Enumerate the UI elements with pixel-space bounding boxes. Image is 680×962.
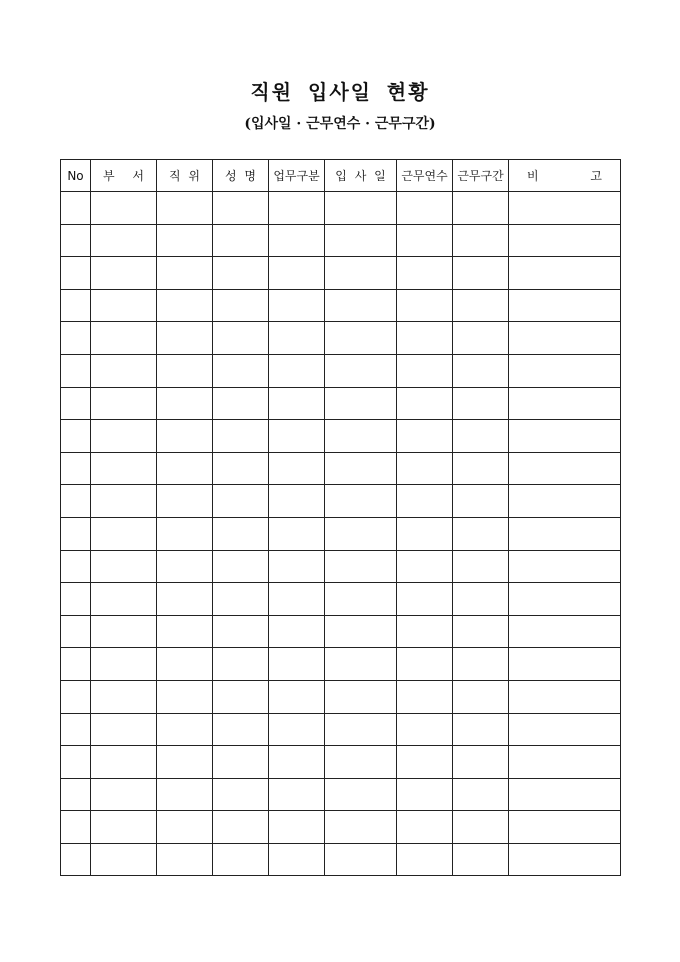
table-cell[interactable] xyxy=(397,420,453,453)
table-cell[interactable] xyxy=(325,192,397,225)
table-cell[interactable] xyxy=(509,289,621,322)
header-name: 성 명 xyxy=(213,160,269,192)
table-cell[interactable] xyxy=(269,420,325,453)
table-cell[interactable] xyxy=(269,615,325,648)
table-cell[interactable] xyxy=(509,583,621,616)
table-cell[interactable] xyxy=(453,485,509,518)
table-cell[interactable] xyxy=(91,680,157,713)
table-cell[interactable] xyxy=(213,485,269,518)
table-cell[interactable] xyxy=(509,811,621,844)
table-cell[interactable] xyxy=(397,517,453,550)
table-cell[interactable] xyxy=(61,648,91,681)
table-cell[interactable] xyxy=(509,680,621,713)
table-cell[interactable] xyxy=(91,713,157,746)
table-cell[interactable] xyxy=(213,387,269,420)
table-row xyxy=(61,680,621,713)
table-cell[interactable] xyxy=(509,192,621,225)
table-cell[interactable] xyxy=(213,517,269,550)
table-cell[interactable] xyxy=(213,615,269,648)
table-cell[interactable] xyxy=(453,322,509,355)
table-cell[interactable] xyxy=(157,680,213,713)
table-row xyxy=(61,257,621,290)
header-work-type: 업무구분 xyxy=(269,160,325,192)
table-cell[interactable] xyxy=(269,680,325,713)
table-row xyxy=(61,322,621,355)
table-row xyxy=(61,746,621,779)
table-cell[interactable] xyxy=(453,648,509,681)
table-cell[interactable] xyxy=(509,387,621,420)
table-cell[interactable] xyxy=(91,485,157,518)
table-cell[interactable] xyxy=(91,550,157,583)
table-cell[interactable] xyxy=(213,192,269,225)
table-cell[interactable] xyxy=(61,192,91,225)
table-cell[interactable] xyxy=(91,517,157,550)
table-cell[interactable] xyxy=(397,615,453,648)
table-row xyxy=(61,550,621,583)
table-cell[interactable] xyxy=(157,583,213,616)
table-row xyxy=(61,811,621,844)
table-cell[interactable] xyxy=(61,713,91,746)
table-cell[interactable] xyxy=(213,354,269,387)
table-cell[interactable] xyxy=(509,648,621,681)
table-cell[interactable] xyxy=(509,778,621,811)
table-cell[interactable] xyxy=(397,583,453,616)
table-cell[interactable] xyxy=(453,257,509,290)
table-cell[interactable] xyxy=(61,811,91,844)
table-cell[interactable] xyxy=(269,583,325,616)
table-cell[interactable] xyxy=(325,289,397,322)
table-cell[interactable] xyxy=(157,648,213,681)
table-cell[interactable] xyxy=(453,354,509,387)
table-cell[interactable] xyxy=(213,648,269,681)
table-cell[interactable] xyxy=(91,354,157,387)
header-join-date: 입 사 일 xyxy=(325,160,397,192)
table-row xyxy=(61,420,621,453)
table-cell[interactable] xyxy=(213,843,269,876)
table-cell[interactable] xyxy=(453,420,509,453)
table-row xyxy=(61,843,621,876)
table-cell[interactable] xyxy=(91,778,157,811)
table-cell[interactable] xyxy=(397,648,453,681)
table-cell[interactable] xyxy=(325,648,397,681)
table-cell[interactable] xyxy=(269,289,325,322)
table-cell[interactable] xyxy=(91,387,157,420)
table-cell[interactable] xyxy=(269,485,325,518)
table-cell[interactable] xyxy=(453,289,509,322)
table-cell[interactable] xyxy=(269,648,325,681)
table-cell[interactable] xyxy=(213,550,269,583)
table-cell[interactable] xyxy=(453,224,509,257)
table-cell[interactable] xyxy=(61,257,91,290)
table-cell[interactable] xyxy=(213,257,269,290)
table-cell[interactable] xyxy=(453,550,509,583)
table-cell[interactable] xyxy=(61,680,91,713)
table-cell[interactable] xyxy=(61,746,91,779)
table-cell[interactable] xyxy=(157,192,213,225)
table-cell[interactable] xyxy=(157,811,213,844)
table-cell[interactable] xyxy=(61,387,91,420)
table-cell[interactable] xyxy=(509,354,621,387)
table-cell[interactable] xyxy=(453,778,509,811)
table-cell[interactable] xyxy=(397,257,453,290)
table-cell[interactable] xyxy=(325,322,397,355)
table-body xyxy=(61,192,621,876)
table-cell[interactable] xyxy=(453,746,509,779)
table-cell[interactable] xyxy=(397,713,453,746)
table-cell[interactable] xyxy=(397,811,453,844)
table-cell[interactable] xyxy=(157,257,213,290)
table-cell[interactable] xyxy=(91,257,157,290)
table-cell[interactable] xyxy=(397,224,453,257)
table-cell[interactable] xyxy=(453,387,509,420)
table-cell[interactable] xyxy=(325,550,397,583)
table-cell[interactable] xyxy=(269,322,325,355)
table-cell[interactable] xyxy=(453,192,509,225)
table-cell[interactable] xyxy=(213,680,269,713)
table-cell[interactable] xyxy=(325,778,397,811)
table-cell[interactable] xyxy=(453,583,509,616)
table-cell[interactable] xyxy=(213,778,269,811)
table-cell[interactable] xyxy=(269,843,325,876)
table-cell[interactable] xyxy=(61,517,91,550)
table-cell[interactable] xyxy=(509,257,621,290)
table-cell[interactable] xyxy=(453,843,509,876)
table-cell[interactable] xyxy=(157,322,213,355)
table-row xyxy=(61,387,621,420)
table-cell[interactable] xyxy=(61,778,91,811)
table-cell[interactable] xyxy=(325,452,397,485)
table-cell[interactable] xyxy=(157,746,213,779)
table-cell[interactable] xyxy=(61,224,91,257)
table-cell[interactable] xyxy=(213,713,269,746)
table-cell[interactable] xyxy=(61,485,91,518)
table-cell[interactable] xyxy=(61,354,91,387)
table-cell[interactable] xyxy=(453,713,509,746)
table-cell[interactable] xyxy=(325,583,397,616)
table-cell[interactable] xyxy=(269,354,325,387)
header-position: 직 위 xyxy=(157,160,213,192)
table-cell[interactable] xyxy=(269,387,325,420)
header-years: 근무연수 xyxy=(397,160,453,192)
table-cell[interactable] xyxy=(509,713,621,746)
table-cell[interactable] xyxy=(509,615,621,648)
header-row xyxy=(61,160,621,192)
table-cell[interactable] xyxy=(269,192,325,225)
table-cell[interactable] xyxy=(453,811,509,844)
table-cell[interactable] xyxy=(509,420,621,453)
table-cell[interactable] xyxy=(509,224,621,257)
table-cell[interactable] xyxy=(325,746,397,779)
table-cell[interactable] xyxy=(397,550,453,583)
table-row xyxy=(61,224,621,257)
table-cell[interactable] xyxy=(397,192,453,225)
table-cell[interactable] xyxy=(397,289,453,322)
table-cell[interactable] xyxy=(269,746,325,779)
table-cell[interactable] xyxy=(269,224,325,257)
table-cell[interactable] xyxy=(91,583,157,616)
table-cell[interactable] xyxy=(325,420,397,453)
table-cell[interactable] xyxy=(213,583,269,616)
table-row xyxy=(61,615,621,648)
table-cell[interactable] xyxy=(397,322,453,355)
table-cell[interactable] xyxy=(453,452,509,485)
document-subtitle: (입사일 · 근무연수 · 근무구간) xyxy=(244,116,436,132)
table-row xyxy=(61,648,621,681)
table-cell[interactable] xyxy=(269,517,325,550)
table-cell[interactable] xyxy=(91,452,157,485)
table-cell[interactable] xyxy=(91,746,157,779)
table-cell[interactable] xyxy=(397,452,453,485)
table-cell[interactable] xyxy=(453,680,509,713)
table-cell[interactable] xyxy=(157,778,213,811)
table-cell[interactable] xyxy=(91,224,157,257)
table-cell[interactable] xyxy=(157,354,213,387)
table-cell[interactable] xyxy=(269,257,325,290)
table-cell[interactable] xyxy=(213,746,269,779)
document-title: 직원 입사일 현황 xyxy=(250,80,430,104)
table-row xyxy=(61,192,621,225)
table-cell[interactable] xyxy=(61,843,91,876)
table-row xyxy=(61,485,621,518)
table-cell[interactable] xyxy=(509,843,621,876)
table-cell[interactable] xyxy=(397,680,453,713)
table-row xyxy=(61,517,621,550)
table-cell[interactable] xyxy=(91,192,157,225)
table-row xyxy=(61,713,621,746)
table-cell[interactable] xyxy=(269,713,325,746)
table-cell[interactable] xyxy=(61,420,91,453)
table-cell[interactable] xyxy=(269,778,325,811)
table-cell[interactable] xyxy=(397,485,453,518)
table-cell[interactable] xyxy=(91,322,157,355)
table-row xyxy=(61,354,621,387)
table-cell[interactable] xyxy=(157,387,213,420)
table-cell[interactable] xyxy=(325,257,397,290)
table-cell[interactable] xyxy=(509,322,621,355)
table-cell[interactable] xyxy=(157,550,213,583)
table-cell[interactable] xyxy=(157,713,213,746)
table-row xyxy=(61,583,621,616)
table-cell[interactable] xyxy=(325,224,397,257)
table-cell[interactable] xyxy=(157,420,213,453)
table-cell[interactable] xyxy=(509,550,621,583)
table-cell[interactable] xyxy=(91,289,157,322)
table-cell[interactable] xyxy=(61,322,91,355)
table-row xyxy=(61,452,621,485)
header-department: 부 서 xyxy=(91,160,157,192)
table-cell[interactable] xyxy=(453,615,509,648)
table-cell[interactable] xyxy=(397,778,453,811)
table-cell[interactable] xyxy=(213,452,269,485)
table-cell[interactable] xyxy=(61,289,91,322)
table-cell[interactable] xyxy=(61,615,91,648)
table-cell[interactable] xyxy=(61,583,91,616)
header-remarks: 비 고 xyxy=(509,160,621,192)
employee-roster-table xyxy=(60,159,621,876)
table-cell[interactable] xyxy=(397,746,453,779)
table-row xyxy=(61,778,621,811)
table-cell[interactable] xyxy=(91,420,157,453)
table-cell[interactable] xyxy=(397,843,453,876)
table-cell[interactable] xyxy=(325,387,397,420)
table-cell[interactable] xyxy=(509,452,621,485)
table-cell[interactable] xyxy=(61,452,91,485)
table-cell[interactable] xyxy=(509,746,621,779)
table-cell[interactable] xyxy=(509,517,621,550)
table-cell[interactable] xyxy=(453,517,509,550)
table-cell[interactable] xyxy=(325,485,397,518)
table-cell[interactable] xyxy=(91,843,157,876)
table-cell[interactable] xyxy=(91,811,157,844)
table-cell[interactable] xyxy=(397,387,453,420)
table-row xyxy=(61,289,621,322)
table-cell[interactable] xyxy=(91,615,157,648)
table-cell[interactable] xyxy=(213,322,269,355)
table-cell[interactable] xyxy=(269,452,325,485)
table-cell[interactable] xyxy=(325,517,397,550)
table-cell[interactable] xyxy=(157,224,213,257)
table-cell[interactable] xyxy=(213,224,269,257)
table-cell[interactable] xyxy=(325,811,397,844)
table-cell[interactable] xyxy=(269,550,325,583)
table-cell[interactable] xyxy=(91,648,157,681)
table-cell[interactable] xyxy=(213,289,269,322)
table-cell[interactable] xyxy=(325,354,397,387)
table-cell[interactable] xyxy=(325,680,397,713)
table-cell[interactable] xyxy=(325,713,397,746)
table-cell[interactable] xyxy=(157,517,213,550)
table-cell[interactable] xyxy=(157,289,213,322)
table-cell[interactable] xyxy=(157,452,213,485)
table-cell[interactable] xyxy=(213,420,269,453)
table-cell[interactable] xyxy=(397,354,453,387)
table-cell[interactable] xyxy=(509,485,621,518)
table-cell[interactable] xyxy=(269,811,325,844)
table-cell[interactable] xyxy=(61,550,91,583)
table-cell[interactable] xyxy=(213,811,269,844)
table-cell[interactable] xyxy=(157,615,213,648)
table-cell[interactable] xyxy=(157,485,213,518)
header-period: 근무구간 xyxy=(453,160,509,192)
table-cell[interactable] xyxy=(325,615,397,648)
table-cell[interactable] xyxy=(325,843,397,876)
table-cell[interactable] xyxy=(157,843,213,876)
header-no: No xyxy=(61,160,91,192)
